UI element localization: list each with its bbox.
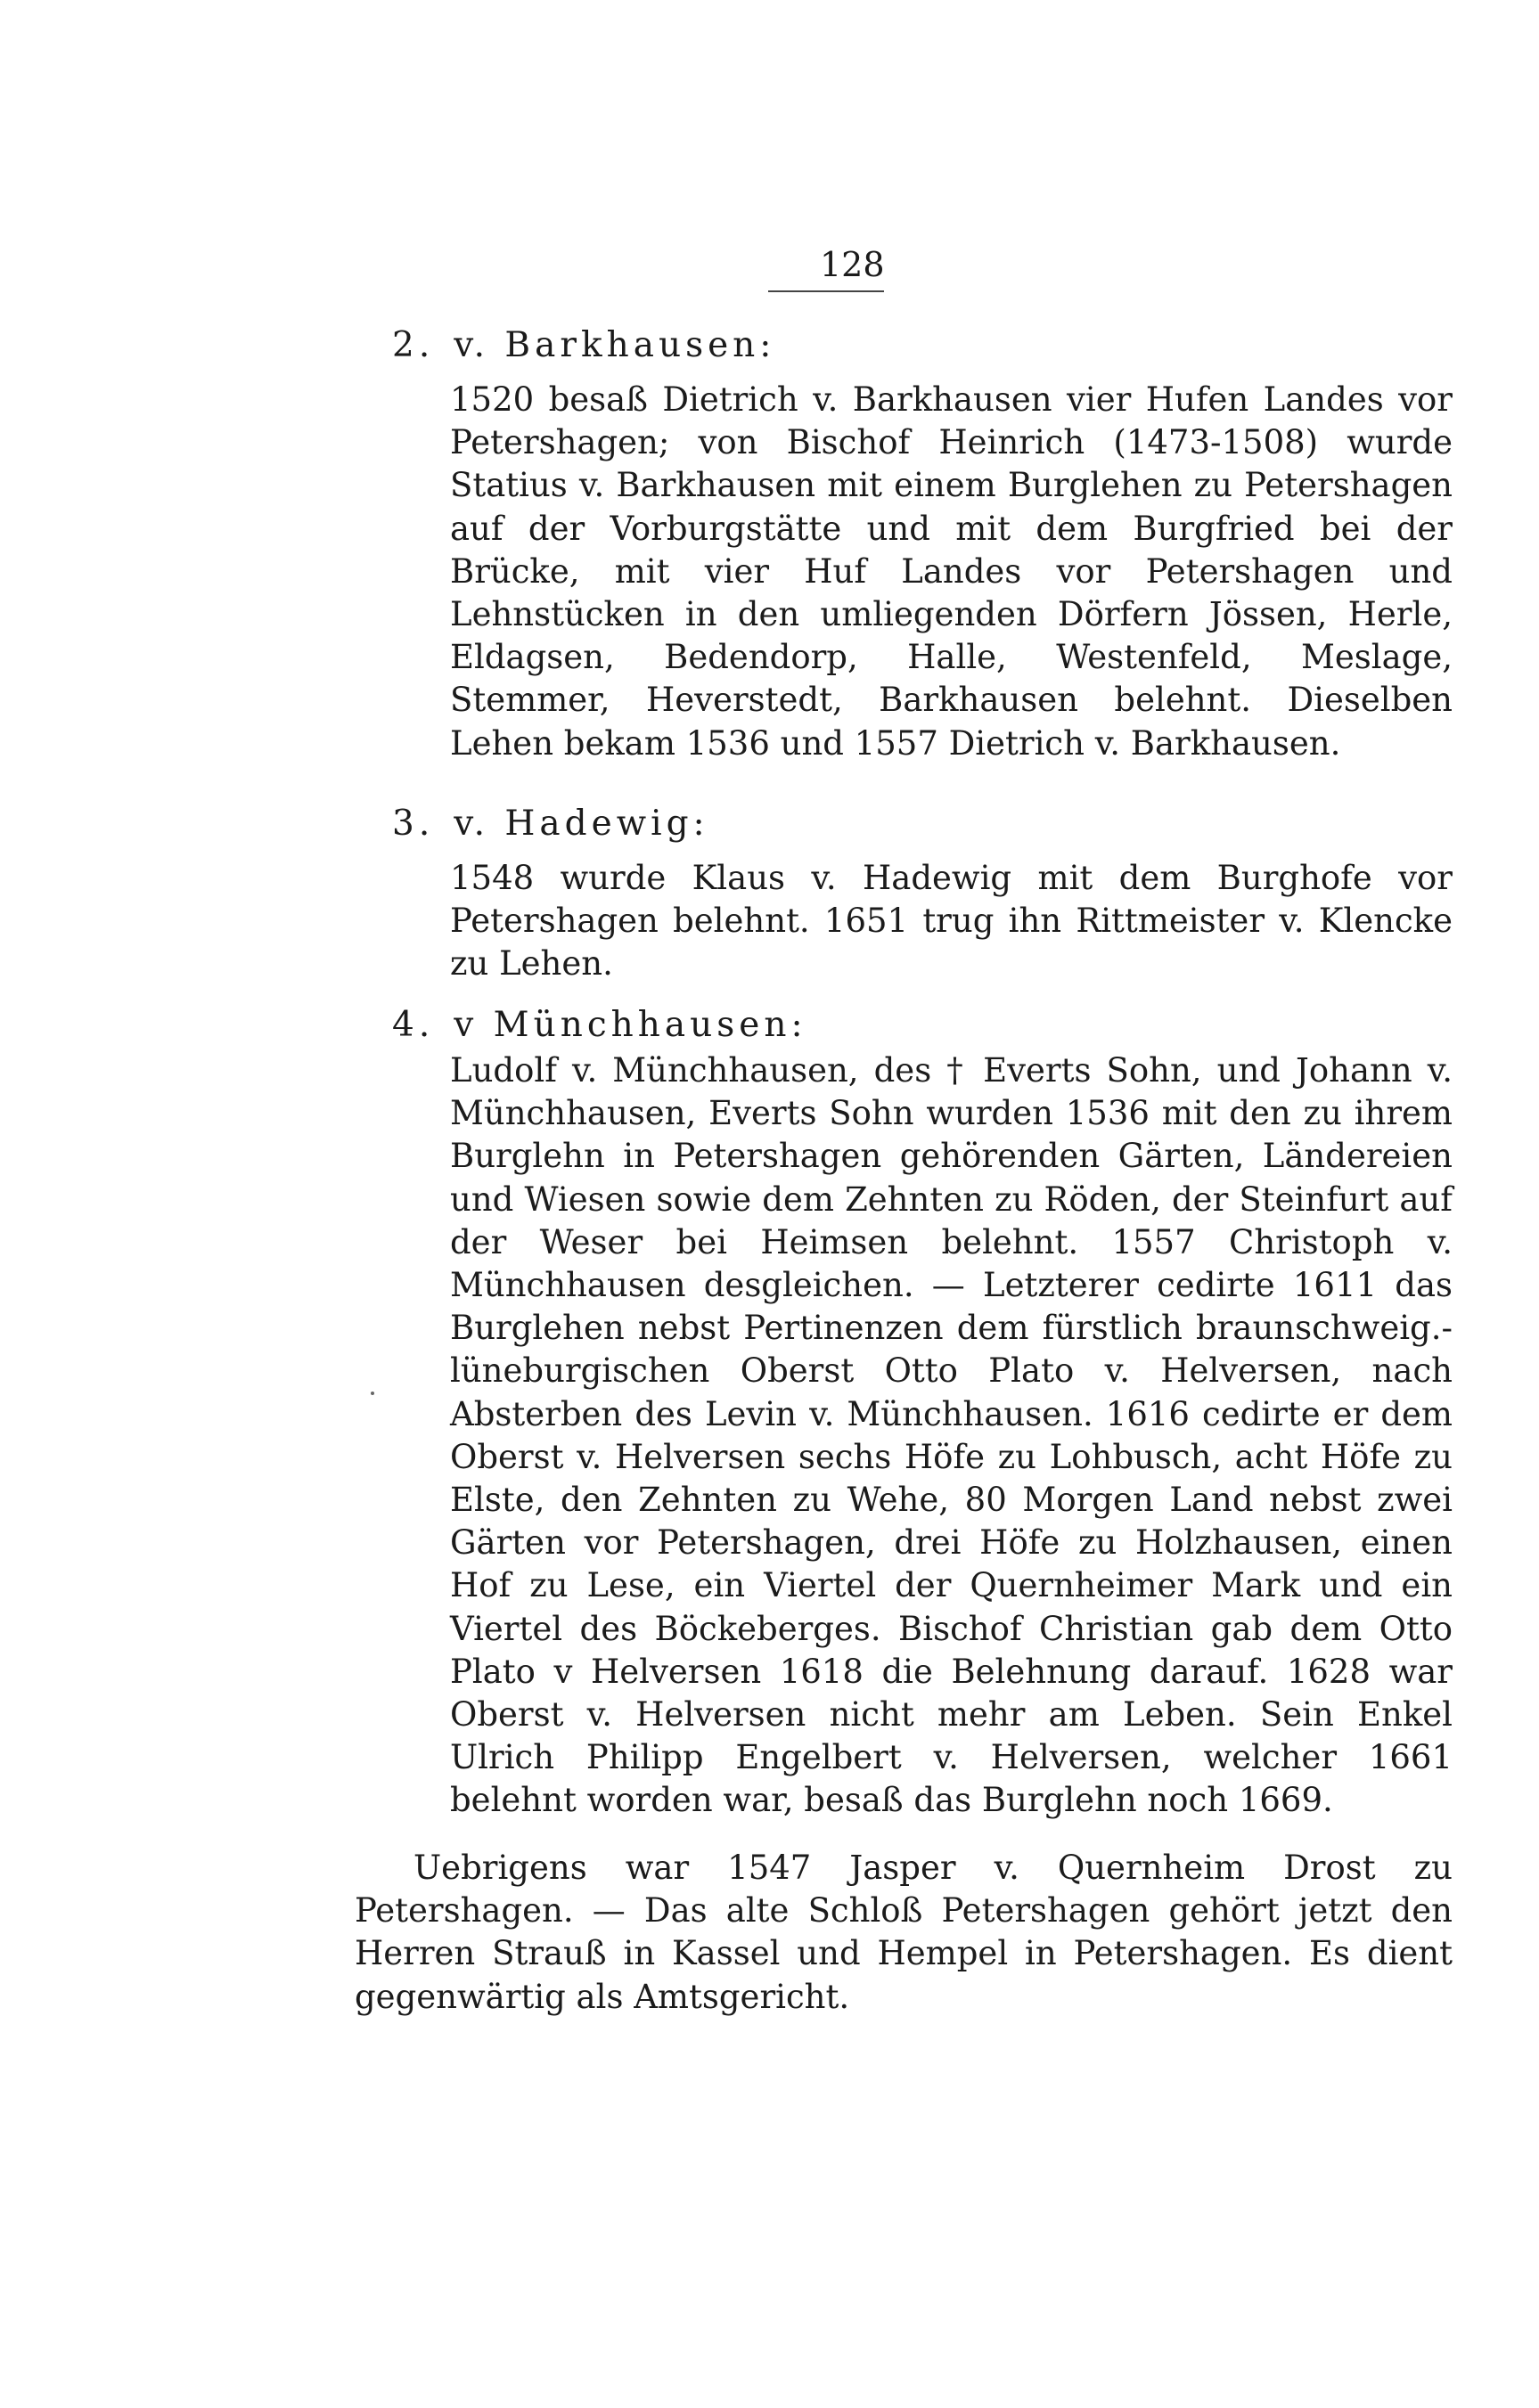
margin-speck — [371, 1392, 374, 1395]
section-heading — [392, 1005, 807, 1045]
section-body: 1520 besaß Dietrich v. Barkhausen vier Hufen Landes vor Petershagen; von Bischof Heinrich (1473-1508) wurde Statius v. Barkhausen mit einem Burglehen zu Petershagen auf der Vorburgstätte und mit dem Burgfried bei der Brücke, mit vier Huf Landes vor Petershagen und Lehnstücken in den umliegenden Dörfern Jössen, Herle, Eldagsen, Bedendorp, Halle, Westenfeld, Meslage, Stemmer, Heverstedt, Barkhausen belehnt. Dieselben Lehen bekam 1536 und 1557 Dietrich v. Barkhausen. — [450, 380, 1453, 763]
page-number-rule — [768, 290, 884, 292]
section-title: v Münchhausen: — [454, 1005, 807, 1045]
closing-paragraph: Uebrigens war 1547 Jasper v. Quernheim Drost zu Petershagen. — Das alte Schloß Petershagen gehört jetzt den Herren Strauß in Kassel und Hempel in Petershagen. Es dient gegenwärtig als Amtsgericht. — [355, 1849, 1453, 2016]
section-title: v. Barkhausen: — [454, 325, 776, 365]
section-body: Ludolf v. Münchhausen, des † Everts Sohn, und Johann v. Münchhausen, Everts Sohn wurden 1536 mit den zu ihrem Burglehn in Petershagen gehörenden Gärten, Ländereien und Wiesen sowie dem Zehnten zu Röden, der Steinfurt auf der Weser bei Heimsen belehnt. 1557 Christoph v. Münchhausen desgleichen. — Letzterer cedirte 1611 das Burglehen nebst Pertinenzen dem fürstlich braunschweig.-lüneburgischen Oberst Otto Plato v. Helversen, nach Absterben des Levin v. Münchhausen. 1616 cedirte er dem Oberst v. Helversen sechs Höfe zu Lohbusch, acht Höfe zu Elste, den Zehnten zu Wehe, 80 Morgen Land nebst zwei Gärten vor Petershagen, drei Höfe zu Holzhausen, einen Hof zu Lese, ein Viertel der Quernheimer Mark und ein Viertel des Böckeberges. Bischof Christian gab dem Otto Plato v Helversen 1618 die Belehnung darauf. 1628 war Oberst v. Helversen nicht mehr am Leben. Sein Enkel Ulrich Philipp Engelbert v. Helversen, welcher 1661 belehnt worden war, besaß das Burglehn noch 1669. — [450, 1051, 1453, 1820]
section-number: 3. — [392, 804, 435, 844]
section-number: 2. — [392, 325, 435, 365]
section-title: v. Hadewig: — [454, 804, 709, 844]
section-heading — [392, 804, 709, 844]
section-body: 1548 wurde Klaus v. Hadewig mit dem Burghofe vor Petershagen belehnt. 1651 trug ihn Rittmeister v. Klencke zu Lehen. — [450, 859, 1453, 984]
section-heading — [392, 325, 775, 365]
page-number: 128 — [820, 245, 885, 284]
section-number: 4. — [392, 1005, 435, 1045]
